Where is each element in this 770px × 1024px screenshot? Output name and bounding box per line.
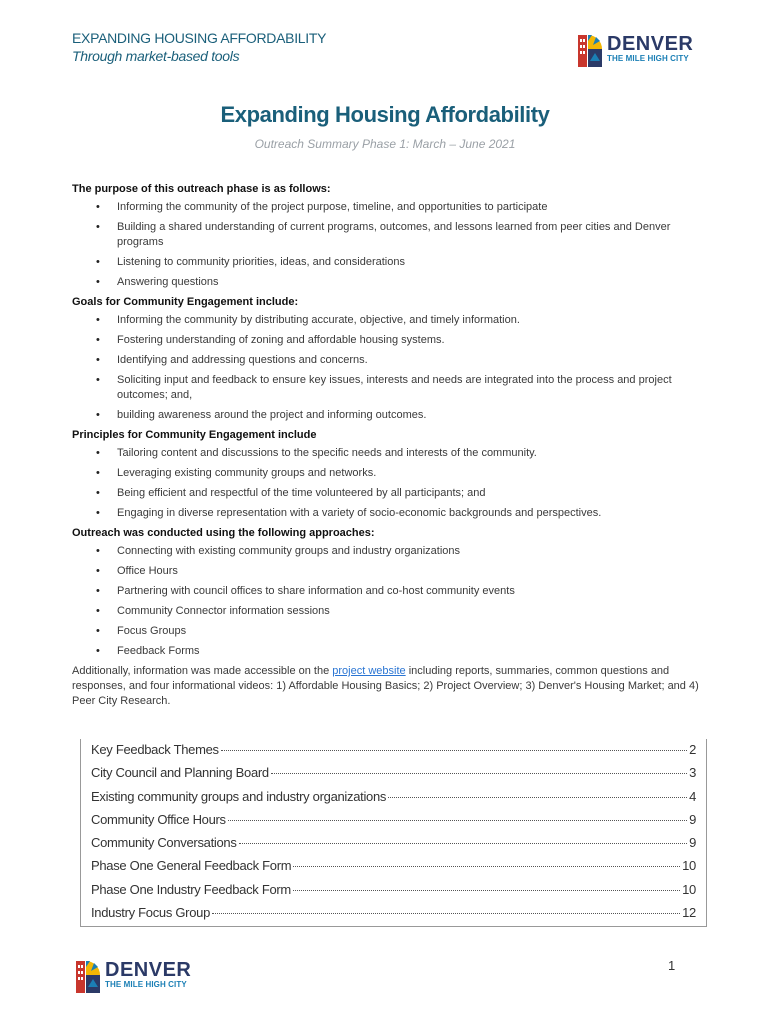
toc-page: 10 bbox=[682, 858, 696, 874]
running-header bbox=[72, 30, 326, 65]
page-number: 1 bbox=[668, 958, 676, 973]
toc-entry[interactable] bbox=[81, 789, 706, 812]
toc-leader bbox=[228, 820, 687, 821]
toc-leader bbox=[212, 913, 680, 914]
denver-mark-icon bbox=[578, 31, 602, 67]
list-item: • Connecting with existing community groups and industry organizations bbox=[72, 544, 702, 559]
logo-tagline: THE MILE HIGH CITY bbox=[105, 980, 187, 989]
list-item: • Office Hours bbox=[72, 564, 702, 579]
list-item: • Building a shared understanding of current programs, outcomes, and lessons learned from peer cities and Denver programs bbox=[72, 220, 702, 250]
toc-leader bbox=[388, 797, 687, 798]
toc-label: Phase One General Feedback Form bbox=[91, 858, 292, 874]
toc-label: Community Office Hours bbox=[91, 811, 226, 827]
bullet-list bbox=[72, 446, 702, 521]
toc-entry[interactable] bbox=[81, 812, 706, 835]
toc-page: 2 bbox=[689, 742, 696, 757]
list-item: • Focus Groups bbox=[72, 624, 702, 639]
toc-leader bbox=[271, 773, 687, 774]
list-item: • Informing the community of the project purpose, timeline, and opportunities to participate bbox=[72, 200, 702, 215]
list-item: • Soliciting input and feedback to ensure key issues, interests and needs are integrated into the process and project outcomes; and, bbox=[72, 373, 702, 403]
list-item: • Answering questions bbox=[72, 275, 702, 290]
toc-label: Existing community groups and industry organizations bbox=[91, 788, 387, 804]
denver-logo-bottom bbox=[76, 957, 191, 993]
toc-page: 12 bbox=[682, 905, 696, 921]
toc-label: Key Feedback Themes bbox=[91, 742, 219, 757]
logo-wordmark: DENVER bbox=[105, 959, 192, 981]
bullet-list bbox=[72, 200, 702, 290]
bullet-list bbox=[72, 544, 702, 659]
bullet-list bbox=[72, 313, 702, 423]
section-heading: Principles for Community Engagement include bbox=[72, 429, 317, 441]
toc-label: Community Conversations bbox=[91, 835, 237, 851]
section-heading: Outreach was conducted using the following approaches: bbox=[72, 527, 375, 539]
list-item: • Listening to community priorities, ideas, and considerations bbox=[72, 255, 702, 270]
project-website-link[interactable]: project website bbox=[332, 665, 406, 677]
toc-entry[interactable] bbox=[81, 882, 706, 905]
toc-leader bbox=[293, 890, 680, 891]
toc-label: Phase One Industry Feedback Form bbox=[91, 881, 291, 897]
list-item: • Engaging in diverse representation with a variety of socio-economic backgrounds and perspectives. bbox=[72, 506, 702, 521]
document-title: Expanding Housing Affordability bbox=[220, 102, 550, 127]
toc-label: City Council and Planning Board bbox=[91, 765, 269, 781]
section-heading: Goals for Community Engagement include: bbox=[72, 296, 299, 308]
toc-leader bbox=[239, 843, 688, 844]
list-item: • building awareness around the project and informing outcomes. bbox=[72, 408, 702, 423]
list-item: • Tailoring content and discussions to the specific needs and interests of the community. bbox=[72, 446, 702, 461]
table-of-contents bbox=[80, 739, 707, 927]
closing-paragraph bbox=[72, 664, 702, 709]
toc-label: Industry Focus Group bbox=[91, 905, 210, 921]
toc-entry[interactable] bbox=[81, 742, 706, 765]
header-subtitle: Through market-based tools bbox=[72, 48, 240, 64]
toc-entry[interactable] bbox=[81, 835, 706, 858]
toc-entry[interactable] bbox=[81, 905, 706, 928]
toc-page: 9 bbox=[689, 811, 696, 827]
list-item: • Feedback Forms bbox=[72, 644, 702, 659]
denver-mark-icon bbox=[76, 957, 100, 993]
list-item: • Partnering with council offices to share information and co-host community events bbox=[72, 584, 702, 599]
list-item: • Informing the community by distributing accurate, objective, and timely information. bbox=[72, 313, 702, 328]
toc-entry[interactable] bbox=[81, 858, 706, 881]
section-heading: The purpose of this outreach phase is as follows: bbox=[72, 183, 331, 195]
closing-text: Additionally, information was made accessible on the bbox=[72, 665, 333, 677]
document-subtitle: Outreach Summary Phase 1: March – June 2021 bbox=[254, 137, 516, 151]
denver-logo-top bbox=[578, 31, 693, 67]
toc-leader bbox=[293, 866, 680, 867]
logo-tagline: THE MILE HIGH CITY bbox=[607, 54, 689, 63]
list-item: • Leveraging existing community groups and networks. bbox=[72, 466, 702, 481]
toc-page: 10 bbox=[682, 881, 696, 897]
logo-wordmark: DENVER bbox=[607, 33, 694, 55]
header-title: EXPANDING HOUSING AFFORDABILITY bbox=[72, 30, 327, 46]
list-item: • Fostering understanding of zoning and affordable housing systems. bbox=[72, 333, 702, 348]
toc-page: 9 bbox=[689, 835, 696, 851]
toc-leader bbox=[221, 750, 687, 751]
list-item: • Community Connector information sessions bbox=[72, 604, 702, 619]
closing-text: including reports, summaries, common questions and responses, and four informational videos: 1) Affordable Housing Basics; 2) Project Overview; 3) Denver's Housing Market; and 4) Peer City Research. bbox=[72, 665, 699, 707]
list-item: • Identifying and addressing questions and concerns. bbox=[72, 353, 702, 368]
document-body bbox=[72, 182, 702, 709]
toc-page: 3 bbox=[689, 765, 696, 781]
toc-entry[interactable] bbox=[81, 765, 706, 788]
toc-page: 4 bbox=[689, 788, 696, 804]
list-item: • Being efficient and respectful of the time volunteered by all participants; and bbox=[72, 486, 702, 501]
